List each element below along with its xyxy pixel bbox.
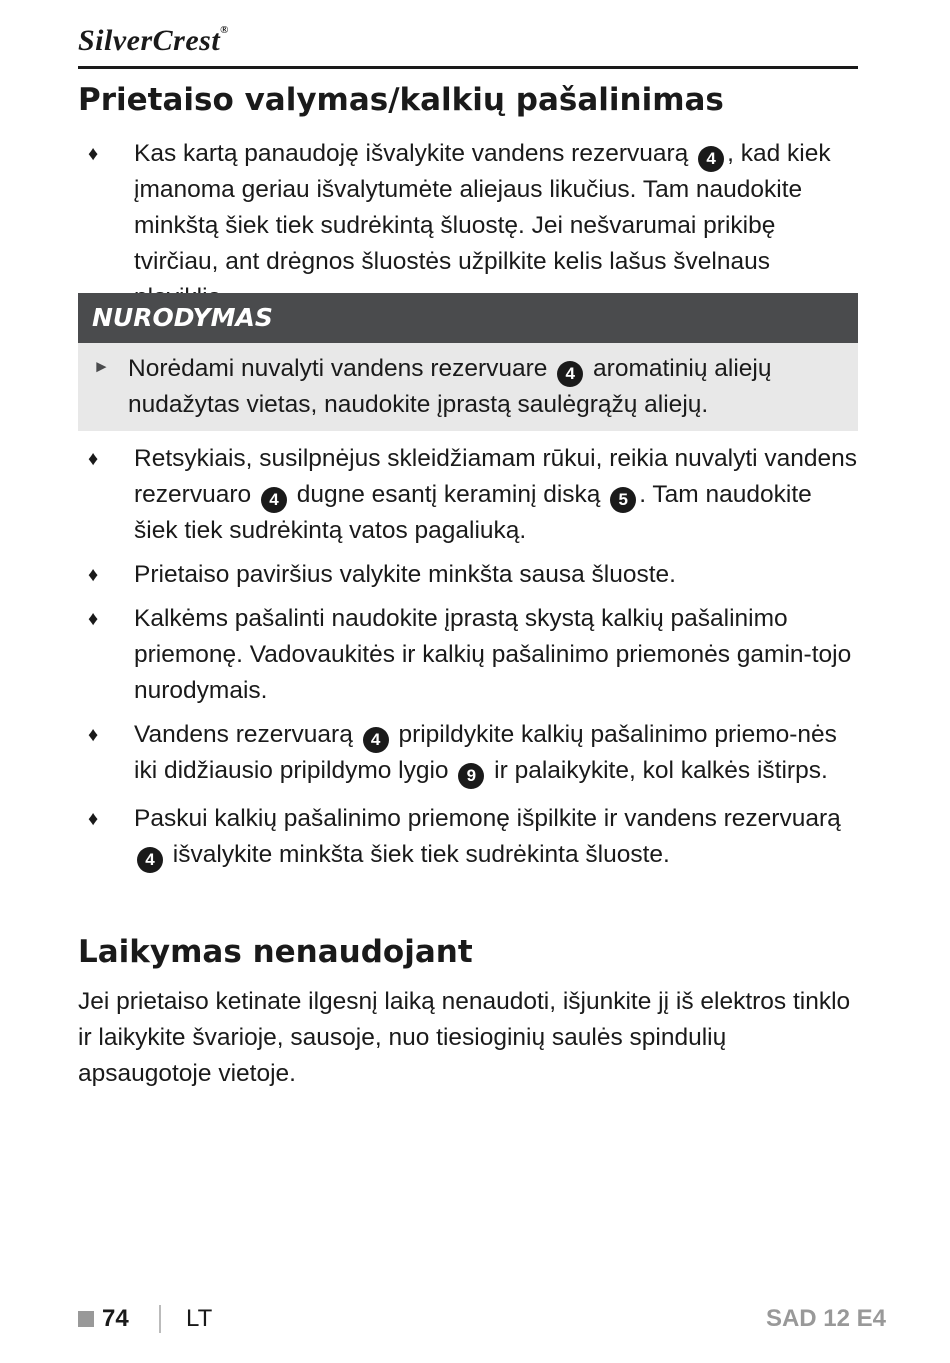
diamond-bullet-icon: ♦ [88, 608, 99, 630]
header-rule [78, 66, 858, 69]
reference-number: 4 [261, 487, 287, 513]
list-item: ♦ Paskui kalkių pašalinimo priemonę išpilkite ir vandens rezervuarą 4 išvalykite minkšta šiek tiek sudrėkinta šluoste. [78, 801, 860, 873]
reference-number: 4 [137, 847, 163, 873]
list-item: ♦ Kas kartą panaudoję išvalykite vandens rezervuarą 4 , kad kiek įmanoma geriau išvalytumėte aliejaus likučius. Tam naudokite minkštą šiek tiek sudrėkintą šluostę. Jei nešvarumai prikibę tvirčiau, ant drėgnos šluostės užpilkite kelis lašus švelnaus [78, 136, 860, 316]
list-item: ♦ Vandens rezervuarą 4 pripildykite kalkių pašalinimo priemo-nės iki didžiausio pripildymo lygio 9 ir palaikykite, kol kalkės ištirps. [78, 717, 860, 789]
reference-number: 4 [698, 146, 724, 172]
diamond-bullet-icon: ♦ [88, 564, 99, 586]
bullet-list-1 [78, 136, 860, 316]
language-code: LT [186, 1305, 213, 1332]
page-number: 74 [102, 1305, 129, 1332]
diamond-bullet-icon: ♦ [88, 448, 99, 470]
registered-mark: ® [220, 24, 229, 36]
diamond-bullet-icon: ♦ [88, 143, 99, 165]
list-item: ♦ Retsykiais, susilpnėjus skleidžiamam rūkui, reikia nuvalyti vandens rezervuaro 4 dugne esantį keraminį diską 5 . Tam naudokite šiek tiek sudrėkintą vatos pagaliuką. [78, 441, 860, 549]
footer-square-icon [78, 1311, 94, 1327]
diamond-bullet-icon: ♦ [88, 724, 99, 746]
section-title-cleaning: Prietaiso valymas/kalkių pašalinimas [78, 82, 724, 118]
storage-paragraph: Jei prietaiso ketinate ilgesnį laiką nenaudoti, išjunkite jį iš elektros tinklo ir laikykite švarioje, sausoje, nuo tiesioginių saulės spindulių apsaugotoje vietoje. [78, 988, 851, 1087]
list-item: ♦ Kalkėms pašalinti naudokite įprastą skystą kalkių pašalinimo priemonę. Vadovaukitės ir kalkių pašalinimo priemonės gamin-tojo nurodymais. [78, 601, 860, 709]
bullet-list-2 [78, 441, 860, 873]
note-text: Norėdami nuvalyti vandens rezervuare 4 aromatinių aliejų nudažytas vietas, naudokite įprastą saulėgrąžų aliejų. [128, 355, 772, 418]
diamond-bullet-icon: ♦ [88, 808, 99, 830]
reference-number: 9 [458, 763, 484, 789]
reference-number: 5 [610, 487, 636, 513]
model-number: SAD 12 E4 [765, 1305, 886, 1332]
note-box [78, 343, 858, 431]
reference-number: 4 [363, 727, 389, 753]
section-title-storage: Laikymas nenaudojant [78, 934, 473, 970]
reference-number: 4 [557, 361, 583, 387]
note-heading: NURODYMAS [78, 293, 858, 343]
footer-divider [159, 1305, 161, 1333]
list-item: ♦ Prietaiso paviršius valykite minkšta sausa šluoste. [78, 557, 860, 593]
brand-logo: SilverCrest® [78, 24, 229, 57]
arrow-right-icon: ► [93, 357, 110, 376]
